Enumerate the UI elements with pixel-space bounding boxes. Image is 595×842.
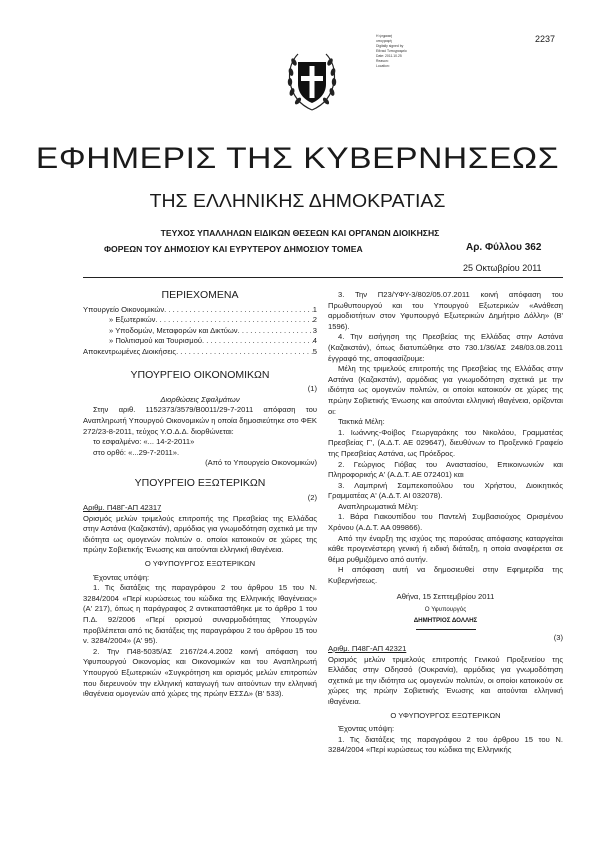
member-entry: 1. Ιωάννης-Φοίβος Γεωργαράκης του Νικολάου, Γραμματέας Πρεσβείας Γ', (Α.Δ.Τ. ΑΕ 029647), διευθύνων το Προξενικό Γραφείο της Πρεσβείας Αστάνα, ως Πρόεδρος. [328, 427, 563, 458]
minister-heading: Ο ΥΦΥΠΟΥΡΓΟΣ ΕΞΩΤΕΡΙΚΩΝ [144, 559, 256, 569]
errata-source: (Από το Υπουργείο Οικονομικών) [205, 458, 317, 468]
paragraph: 1. Τις διατάξεις της παραγράφου 2 του άρθρου 15 του Ν. 3284/2004 «Περί κυρώσεως του κώδικα της Ελληνικής Ιθαγένειας» (Α' 217), όπως η παράγραφος 2 αντικαταστάθηκε με το άρθρο 1 του Π.Δ. 92/2006 «Περί ορισμού συναρμοδιότητας Υπουργών προβλέπεται από τις διατάξεις της παραγράφου 2 του άρθρου 15 του ν. 3284/2004» (Α' 95). [83, 583, 317, 646]
issue-line-1: ΤΕΥΧΟΣ ΥΠΑΛΛΗΛΩΝ ΕΙΔΙΚΩΝ ΘΕΣΕΩΝ ΚΑΙ ΟΡΓΑΝΩΝ ΔΙΟΙΚΗΣΗΣ [160, 228, 440, 238]
toc-item[interactable]: » Εξωτερικών . . . 2 [83, 315, 317, 326]
signer-name: ΔΗΜΗΤΡΙΟΣ ΔΟΛΛΗΣ [413, 616, 478, 624]
paragraph: 1. Τις διατάξεις της παραγράφου 2 του άρθρου 15 του Ν. 3284/2004 «Περί κυρώσεως του κώδικα της Ελληνικής [328, 734, 563, 755]
stamp-line: Digitally signed by [376, 44, 404, 48]
place-date: Αθήνα, 15 Σεπτεμβρίου 2011 [396, 591, 495, 601]
toc-item[interactable]: Υπουργείο Οικονομικών . . . 1 [83, 305, 317, 316]
stamp-line: υπογραφή [376, 39, 392, 43]
sheet-number: Αρ. Φύλλου 362 [466, 242, 542, 253]
paragraph: 2. Την Π48-5035/ΑΣ 2167/24.4.2002 κοινή απόφαση του Υφυπουργού Οικονομίας και Οικονομικών και του Αναπληρωτή Υπουργού Εξωτερικών «Συγκρότηση και ορισμός μελών επιτροπών που διερευνούν την ελληνική καταγωγή των αιτούντων την ελληνική ιθαγένεια ομογενών από χώρες της πρώην ΕΣΣΔ» (Β' 533). [83, 646, 317, 699]
section-divider [416, 629, 476, 630]
decision-title: Ορισμός μελών τριμελούς επιτροπής Γενικού Προξενείου της Ελλάδας στην Οδησσό (Ουκρανία), αρμόδιας για γνωμοδότηση σχετικά με την ιδιότητα ως ομογενών πολιτών, οι οποίοι κατοικούν σε χώρες της πρώην Σοβιετικής Ένωσης και αιτούνται ελληνική ιθαγένεια. [328, 654, 563, 706]
errata-body: Στην αριθ. 1152373/3579/Β0011/29-7-2011 απόφαση του Αναπληρωτή Υπουργού Οικονομικών η οποία δημοσιεύτηκε στο ΦΕΚ 272/23-8-2011, τεύχος Υ.Ο.Δ.Δ. διορθώνεται: [83, 405, 317, 436]
section-label: Αναπληρωματικά Μέλη: [338, 501, 419, 511]
member-entry: 1. Βάρα Γιακουπίδου του Παντελή Συμβασιούχος Ορισμένου Χρόνου (Α.Δ.Τ. ΑΑ 099866). [328, 512, 563, 533]
paragraph: 4. Την εισήγηση της Πρεσβείας της Ελλάδας στην Αστάνα (Καζακστάν), όπως διατυπώθηκε στο 730.1/36/ΑΣ 248/03.08.2011 έγγραφό της, αποφασίζουμε: [328, 332, 563, 363]
signer-role: Ο Υφυπουργός [424, 606, 467, 614]
stamp-line: Η ψηφιακή [376, 34, 393, 38]
decision-number: Αριθμ. Π48Γ-ΑΠ 42317 [83, 503, 162, 513]
decision-marker: (2) [307, 492, 317, 502]
coat-of-arms-icon [284, 48, 340, 114]
section-label: Τακτικά Μέλη: [338, 417, 385, 427]
stamp-line: Location: [376, 64, 390, 68]
stamp-line: Εθνικό Τυπογραφείο [376, 49, 407, 53]
member-entry: 2. Γεώργιος Γιόβας του Αναστασίου, Επικοινωνιών και Πληροφορικής Α' (Α.Δ.Τ. ΑΕ 072401) και [328, 459, 563, 480]
right-column [328, 290, 563, 756]
paragraph: Από την έναρξη της ισχύος της παρούσας απόφασης καταργείται κάθε προγενέστερη γενική ή ειδική διάταξη, η οποία αναφέρεται σε θέμα ρυθμιζόμενο από αυτήν. [328, 533, 563, 564]
toc-heading: ΠΕΡΙΕΧΟΜΕΝΑ [161, 289, 239, 301]
member-entry: 3. Λαμπρινή Σαμπεκοπούλου του Χρήστου, Διοικητικός Γραμματέας Α' (Α.Δ.Τ. ΑΙ 032078). [328, 480, 563, 501]
toc-item[interactable]: Αποκεντρωμένες Διοικήσεις . . . 5 [83, 347, 317, 358]
having-regard: Έχοντας υπόψη: [338, 724, 395, 734]
toc-item[interactable]: » Υποδομών, Μεταφορών και Δικτύων . . . 3 [83, 326, 317, 337]
decision-marker: (1) [307, 384, 317, 394]
page-number: 2237 [535, 34, 556, 44]
decision-marker: (3) [553, 633, 563, 643]
left-column [83, 290, 317, 700]
paragraph: Η απόφαση αυτή να δημοσιευθεί στην Εφημερίδα της Κυβερνήσεως. [328, 565, 563, 586]
gazette-title: ΕΦΗΜΕΡΙΣ ΤΗΣ ΚΥΒΕΡΝΗΣΕΩΣ [35, 142, 560, 175]
digital-signature-stamp [376, 34, 456, 69]
errata-title: Διορθώσεις Σφαλμάτων [160, 394, 240, 404]
issue-line-2: ΦΟΡΕΩΝ ΤΟΥ ΔΗΜΟΣΙΟΥ ΚΑΙ ΕΥΡΥΤΕΡΟΥ ΔΗΜΟΣΙΟΥ ΤΟΜΕΑ [104, 244, 363, 254]
errata-wrong: το εσφαλμένο: «... 14-2-2011» [93, 437, 195, 447]
stamp-line: Reason: [376, 59, 389, 63]
paragraph: Μέλη της τριμελούς επιτροπής της Πρεσβείας της Ελλάδας στην Αστάνα (Καζακστάν), αρμόδιας για γνωμοδότηση σχετικά με την ιδιότητα ως ομογενών πολιτών, οι οποίοι κατοικούν σε χώρες της πρώην Σοβιετικής Ένωσης και αιτούνται ελληνική ιθαγένεια, ορίζονται οι: [328, 364, 563, 416]
ministry-heading: ΥΠΟΥΡΓΕΙΟ ΟΙΚΟΝΟΜΙΚΩΝ [130, 368, 270, 381]
errata-correct: στο ορθό: «...29-7-2011». [93, 447, 180, 457]
minister-heading: Ο ΥΦΥΠΟΥΡΓΟΣ ΕΞΩΤΕΡΙΚΩΝ [390, 710, 501, 720]
toc-item[interactable]: » Πολιτισμού και Τουρισμού . . . 4 [83, 336, 317, 347]
decision-number: Αριθμ. Π48Γ-ΑΠ 42321 [328, 644, 407, 653]
gazette-subtitle: ΤΗΣ ΕΛΛΗΝΙΚΗΣ ΔΗΜΟΚΡΑΤΙΑΣ [149, 191, 446, 211]
paragraph: 3. Την Π23/ΥΦΥ-3/802/05.07.2011 κοινή απόφαση του Πρωθυπουργού και του Υπουργού Εξωτερικών «Ανάθεση αρμοδιοτήτων στον Υφυπουργό Εξωτερικών Δημήτριο Δόλλη» (Β' 1596). [328, 290, 563, 331]
decision-title: Ορισμός μελών τριμελούς επιτροπής της Πρεσβείας της Ελλάδας στην Αστάνα (Καζακστάν), αρμόδιας για γνωμοδότηση σχετικά με την ιδιότητα ως ομογενών πολιτών ο. οποίοι κατοικούν σε χώρες της πρώην Σοβιετικής Ένωσης και αιτούνται ελληνική ιθαγένεια. [83, 513, 317, 555]
header-divider [83, 277, 563, 278]
ministry-heading: ΥΠΟΥΡΓΕΙΟ ΕΞΩΤΕΡΙΚΩΝ [134, 476, 266, 489]
issue-date: 25 Οκτωβρίου 2011 [463, 263, 542, 273]
having-regard: Έχοντας υπόψη: [93, 572, 150, 582]
stamp-line: Date: 2011.10.25 [376, 54, 402, 58]
